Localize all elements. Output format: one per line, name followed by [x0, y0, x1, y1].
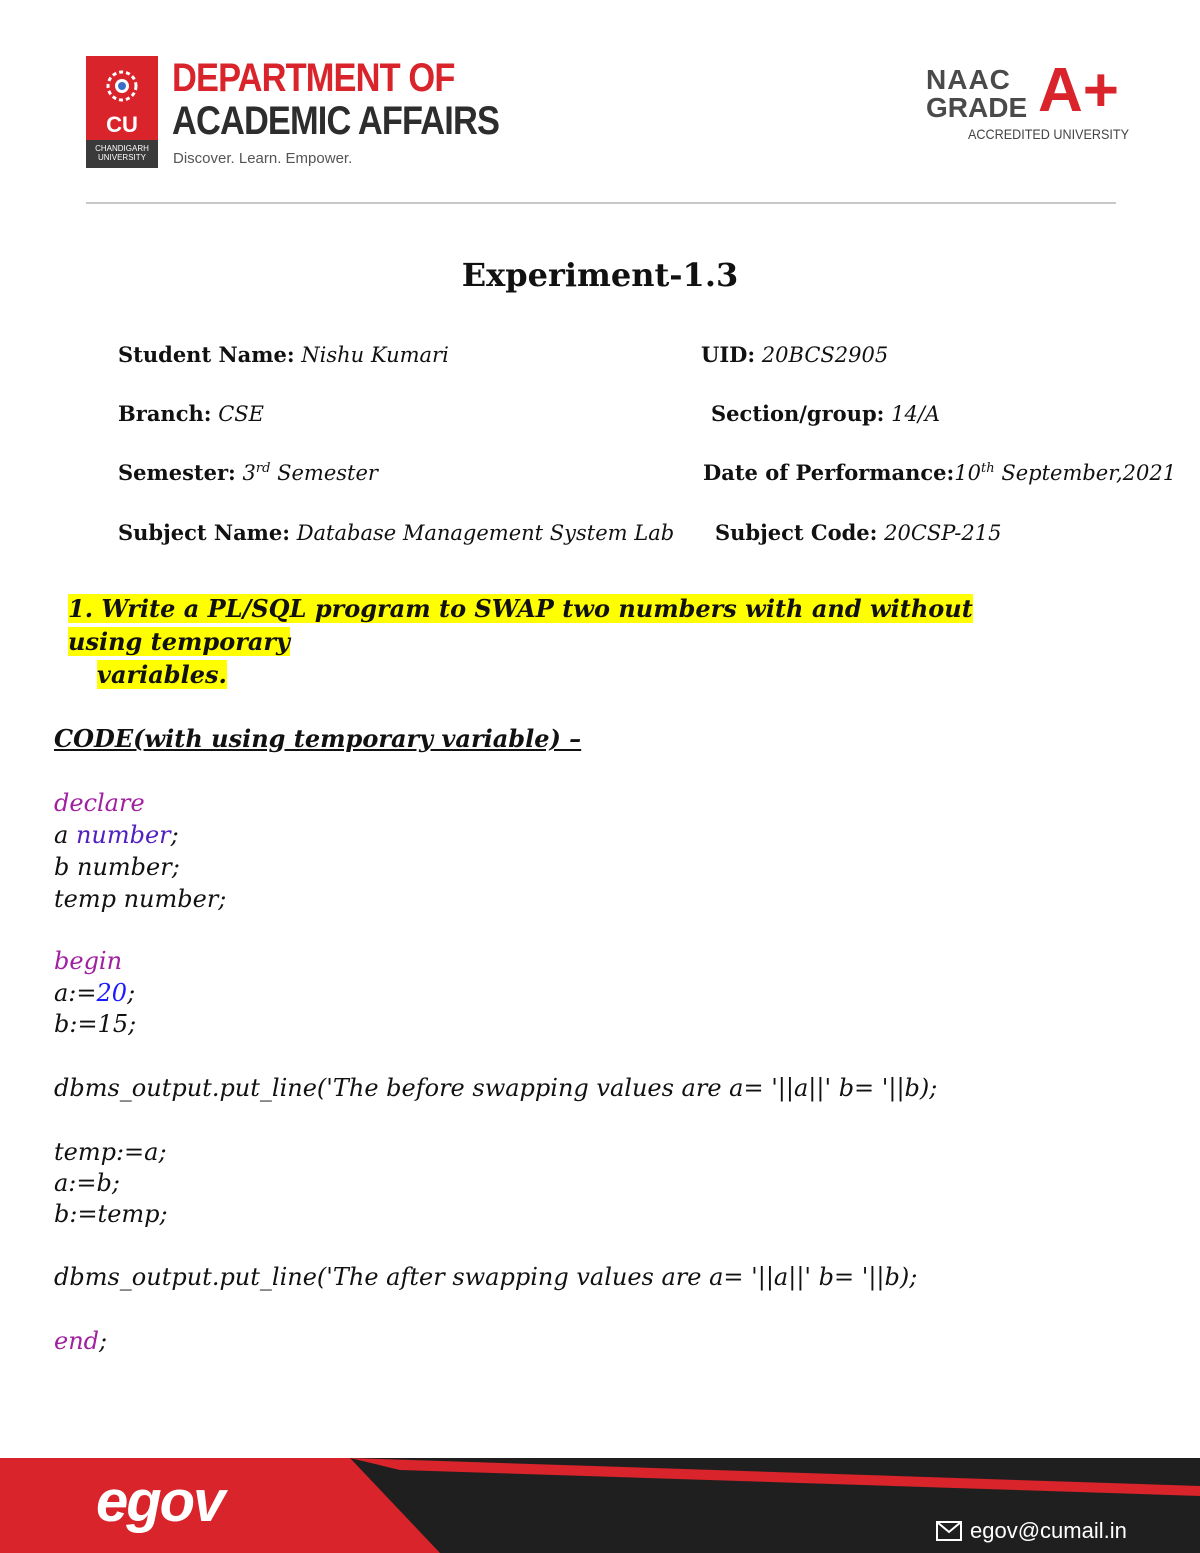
naac-accredited-text: ACCREDITED UNIVERSITY	[968, 126, 1130, 142]
logo-abbr: CU	[106, 112, 138, 137]
subject-code-value: 20CSP-215	[884, 521, 1002, 545]
subject-code-field	[715, 520, 1001, 545]
code-swap-a: a:=b;	[54, 1169, 120, 1197]
section-value: 14/A	[891, 402, 941, 426]
header-divider	[86, 202, 1116, 204]
page-title: Experiment-1.3	[461, 256, 739, 294]
question-text	[68, 592, 1048, 691]
code-b-assign: b:=15;	[54, 1010, 137, 1038]
date-value: 10th September,2021	[954, 461, 1177, 485]
code-declare: declare	[54, 789, 145, 817]
semester-label: Semester:	[118, 460, 236, 485]
code-print-after: dbms_output.put_line('The after swapping values are a= '||a||' b= '||b);	[54, 1263, 918, 1291]
date-of-performance-field	[703, 460, 1176, 485]
subject-name-label: Subject Name:	[118, 520, 291, 545]
footer-email-text: egov@cumail.in	[970, 1518, 1127, 1543]
semester-value: 3rd Semester	[242, 461, 378, 485]
code-heading: CODE(with using temporary variable) –	[54, 724, 582, 753]
subject-code-label: Subject Code:	[715, 520, 878, 545]
section-label: Section/group:	[711, 401, 885, 426]
code-a-assign: a:=20;	[54, 979, 136, 1007]
code-begin: begin	[54, 947, 123, 975]
naac-text: NAAC	[926, 64, 1011, 95]
department-title-line1: DEPARTMENT OF	[172, 56, 455, 100]
uid-value: 20BCS2905	[761, 343, 889, 367]
cu-emblem-icon	[100, 64, 144, 108]
branch-field	[118, 401, 264, 426]
student-name-label: Student Name:	[118, 342, 295, 367]
mail-icon	[936, 1521, 962, 1541]
naac-logo	[926, 56, 1130, 144]
uid-label: UID:	[701, 342, 756, 367]
student-name-value: Nishu Kumari	[301, 343, 449, 367]
code-temp-declaration: temp number;	[54, 885, 227, 913]
student-name-field	[118, 342, 449, 367]
subject-name-value: Database Management System Lab	[296, 521, 675, 545]
branch-value: CSE	[218, 402, 264, 426]
subject-name-field	[118, 520, 674, 545]
question-line1: 1. Write a PL/SQL program to SWAP two numbers with and without using temporary	[68, 594, 973, 656]
code-swap-temp: temp:=a;	[54, 1138, 167, 1166]
code-b-declaration: b number;	[54, 853, 180, 881]
date-label: Date of Performance:	[703, 460, 955, 485]
section-field	[711, 401, 940, 426]
code-a-declaration: a number;	[54, 821, 179, 849]
logo-university-name: CHANDIGARH UNIVERSITY	[86, 140, 158, 168]
code-end: end;	[54, 1327, 108, 1355]
uid-field	[701, 342, 888, 367]
egov-logo: egov	[96, 1469, 224, 1534]
tagline: Discover. Learn. Empower.	[173, 150, 353, 167]
branch-label: Branch:	[118, 401, 212, 426]
question-line2: variables.	[97, 660, 227, 689]
footer-email[interactable]	[936, 1518, 1127, 1544]
naac-grade-text: GRADE	[926, 92, 1028, 123]
department-title-line2: ACADEMIC AFFAIRS	[172, 99, 500, 143]
code-print-before: dbms_output.put_line('The before swapping values are a= '||a||' b= '||b);	[54, 1074, 938, 1102]
naac-grade-value: A+	[1038, 56, 1119, 125]
chandigarh-university-logo	[86, 56, 158, 168]
code-swap-b: b:=temp;	[54, 1200, 168, 1228]
semester-field	[118, 460, 378, 485]
